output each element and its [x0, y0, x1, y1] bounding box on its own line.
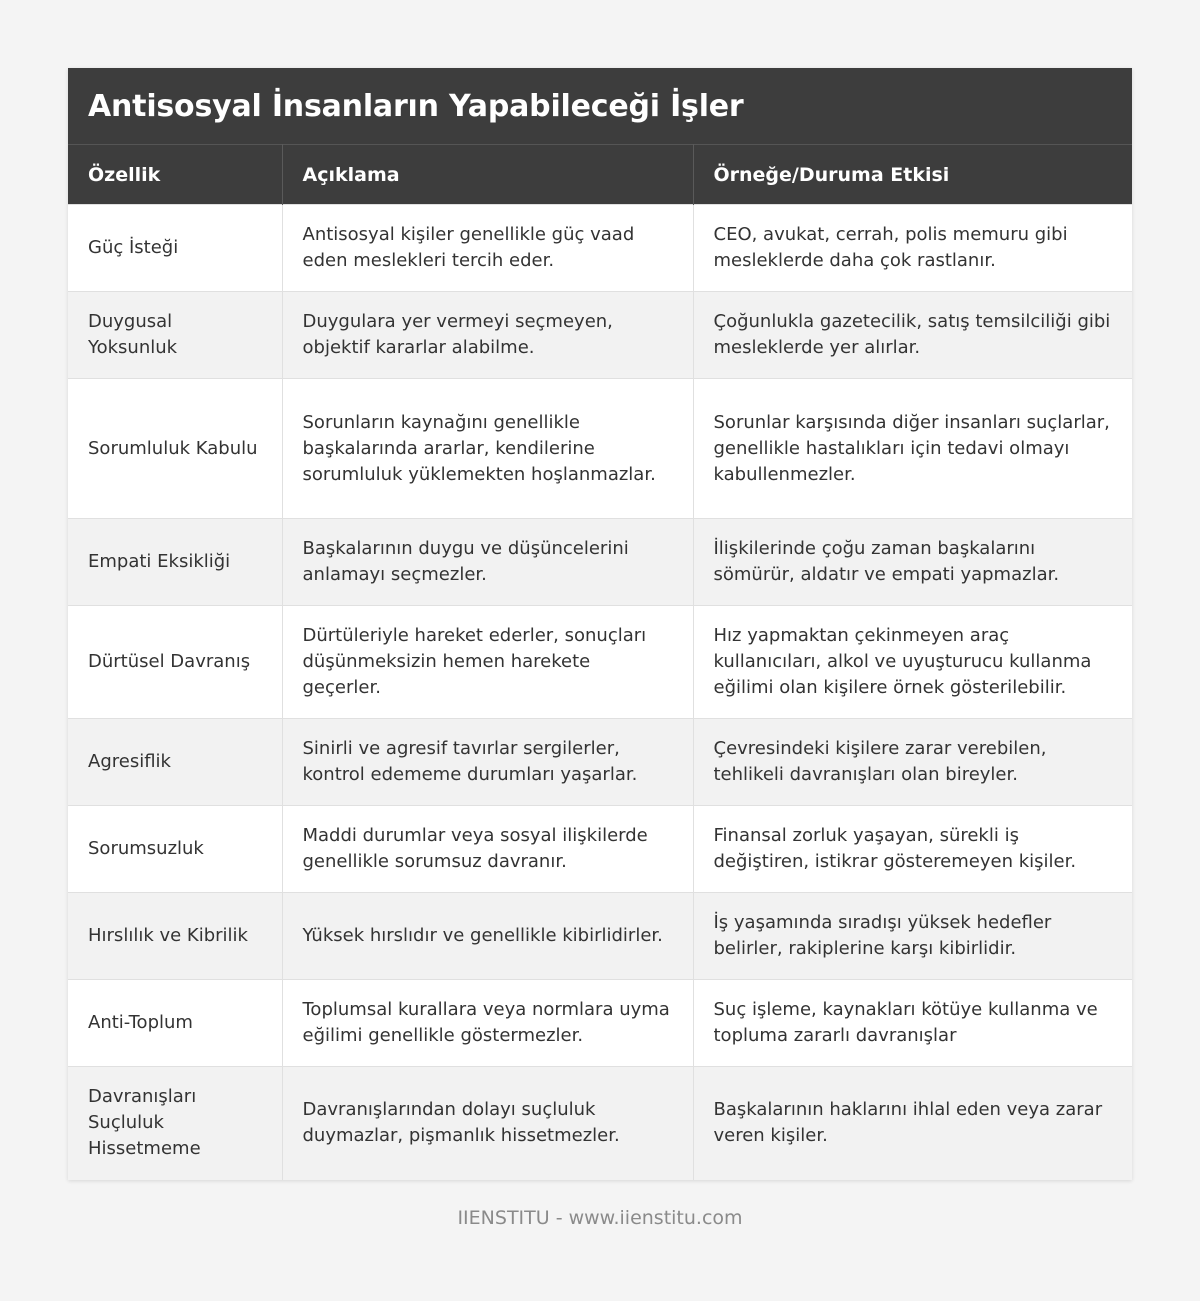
cell-effect: Finansal zorluk yaşayan, sürekli iş değiştiren, istikrar gösteremeyen kişiler. — [713, 825, 1077, 872]
table-row — [68, 292, 1132, 379]
title-bar — [68, 68, 1132, 144]
table-row — [68, 893, 1132, 980]
cell-feature: Dürtüsel Davranış — [68, 606, 282, 719]
cell-feature: Empati Eksikliği — [68, 519, 282, 606]
table-row — [68, 519, 1132, 606]
cell-feature: Hırslılık ve Kibrilik — [68, 893, 282, 980]
cell-feature: Sorumluluk Kabulu — [68, 379, 282, 519]
table-row — [68, 379, 1132, 519]
cell-description: Antisosyal kişiler genellikle güç vaad eden meslekleri tercih eder. — [282, 205, 693, 292]
cell-description: Toplumsal kurallara veya normlara uyma eğilimi genellikle göstermezler. — [282, 980, 693, 1067]
cell-description: Sorunların kaynağını genellikle başkalarında ararlar, kendilerine sorumluluk yüklemekten hoşlanmazlar. — [282, 379, 693, 519]
table-row — [68, 806, 1132, 893]
cell-feature: Agresiflik — [68, 719, 282, 806]
cell-description: Davranışlarından dolayı suçluluk duymazlar, pişmanlık hissetmezler. — [282, 1067, 693, 1180]
cell-feature: Sorumsuzluk — [68, 806, 282, 893]
cell-effect: Suç işleme, kaynakları kötüye kullanma ve topluma zararlı davranışlar — [713, 999, 1098, 1046]
header-effect: Örneğe/Duruma Etkisi — [713, 163, 950, 186]
page-title: Antisosyal İnsanların Yapabileceği İşler — [88, 88, 744, 124]
table-row — [68, 719, 1132, 806]
cell-effect: CEO, avukat, cerrah, polis memuru gibi mesleklerde daha çok rastlanır. — [713, 224, 1068, 271]
table-row — [68, 205, 1132, 292]
cell-effect: Çevresindeki kişilere zarar verebilen, tehlikeli davranışları olan bireyler. — [713, 738, 1047, 785]
cell-effect: Hız yapmaktan çekinmeyen araç kullanıcıları, alkol ve uyuşturucu kullanma eğilimi olan kişilere örnek gösterilebilir. — [713, 625, 1092, 698]
cell-description: Başkalarının duygu ve düşüncelerini anlamayı seçmezler. — [282, 519, 693, 606]
table-row — [68, 1067, 1132, 1180]
cell-effect: İş yaşamında sıradışı yüksek hedefler belirler, rakiplerine karşı kibirlidir. — [713, 912, 1052, 959]
table-row — [68, 980, 1132, 1067]
cell-effect: Sorunlar karşısında diğer insanları suçlarlar, genellikle hastalıkları için tedavi olmayı kabullenmezler. — [713, 411, 1110, 485]
cell-feature: Güç İsteği — [68, 205, 282, 292]
traits-table — [68, 144, 1132, 1180]
header-feature: Özellik — [68, 145, 282, 205]
cell-feature: Duygusal Yoksunluk — [68, 292, 282, 379]
cell-description: Dürtüleriyle hareket ederler, sonuçları düşünmeksizin hemen harekete geçerler. — [282, 606, 693, 719]
footer-credit: IIENSTITU - www.iienstitu.com — [457, 1207, 743, 1229]
header-description: Açıklama — [282, 145, 693, 205]
cell-feature: Anti-Toplum — [68, 980, 282, 1067]
cell-feature: Davranışları Suçluluk Hissetmeme — [68, 1067, 282, 1180]
cell-description: Maddi durumlar veya sosyal ilişkilerde genellikle sorumsuz davranır. — [282, 806, 693, 893]
cell-description: Duygulara yer vermeyi seçmeyen, objektif kararlar alabilme. — [282, 292, 693, 379]
cell-description: Yüksek hırslıdır ve genellikle kibirlidirler. — [282, 893, 693, 980]
table-card — [68, 68, 1132, 1180]
table-header-row — [68, 145, 1132, 205]
cell-effect: İlişkilerinde çoğu zaman başkalarını sömürür, aldatır ve empati yapmazlar. — [713, 538, 1060, 585]
cell-effect: Başkalarının haklarını ihlal eden veya zarar veren kişiler. — [713, 1099, 1103, 1147]
cell-description: Sinirli ve agresif tavırlar sergilerler, kontrol edememe durumları yaşarlar. — [282, 719, 693, 806]
table-row — [68, 606, 1132, 719]
cell-effect: Çoğunlukla gazetecilik, satış temsilciliği gibi mesleklerde yer alırlar. — [713, 311, 1111, 358]
